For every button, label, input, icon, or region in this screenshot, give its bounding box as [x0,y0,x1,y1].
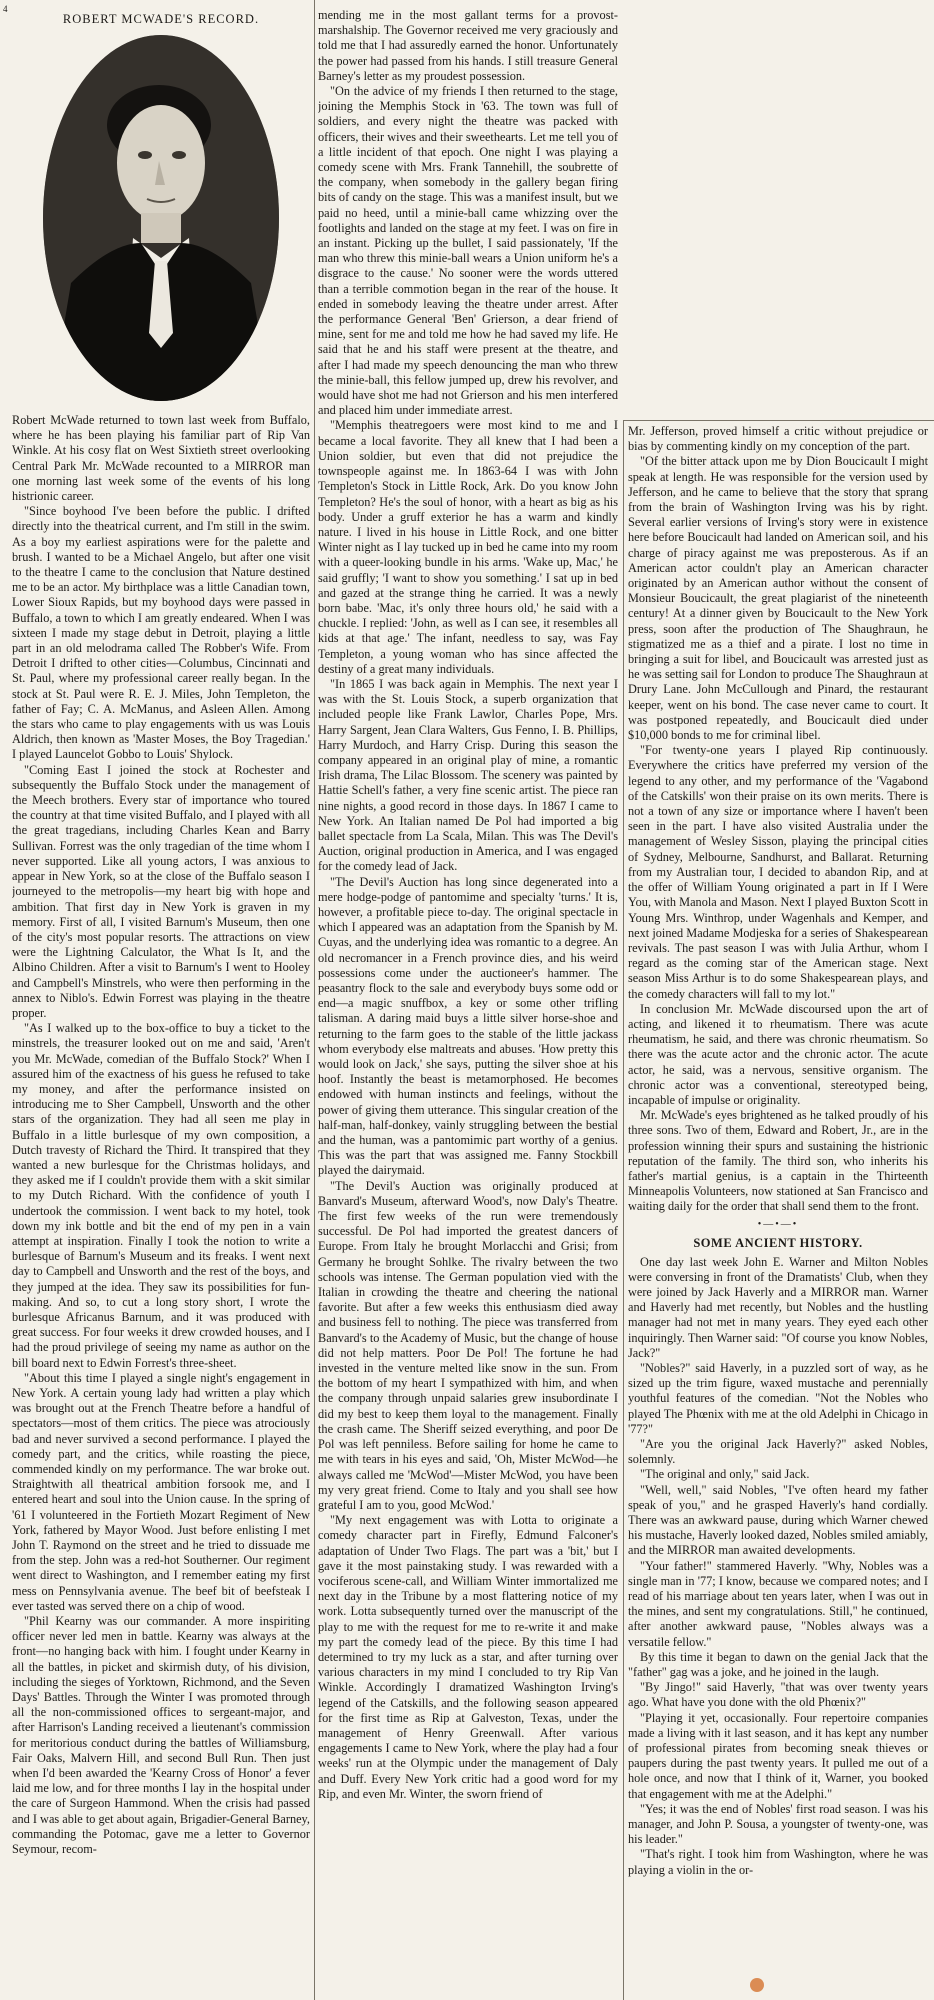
paragraph: "Yes; it was the end of Nobles' first road season. I was his manager, and John P. Sousa, a youngster of twenty-one, was his leader." [628,1801,928,1847]
paragraph: "About this time I played a single night's engagement in New York. A certain young lady had written a play which was brought out at the French Theatre before a handful of spectators—most of them critics. The piece was atrociously bad and never survived a second performance. I played the comedy part, and the critics, while roasting the piece, commended kindly on my performance. The war broke out. Straightwith all theatrical ambition forsook me, and I entered heart and soul into the Union cause. In the spring of '61 I volunteered in the Fortieth Mozart Regiment of New York, fathered by Mayor Wood. Just before enlisting I met John T. Raymond on the street and he tried to dissuade me from the step. John was a red-hot Southerner. Our regiment went direct to Washington, and I remember eating my first mess on Pennsylvania avenue. The beef bit of beefsteak I ever tasted was served there on a chip of wood. [12,1370,310,1613]
paragraph: "As I walked up to the box-office to buy a ticket to the minstrels, the treasurer looked out on me and said, 'Aren't you Mr. McWade, comedian of the Buffalo Stock?' When I assured him of the exactness of his guess he refused to take my money, and after the performance insisted on introducing me to Sher Campbell, Unsworth and the other stars of the organization. They had all seen me play in Buffalo in a little burlesque of my own composition, a Dutch travesty of Richard the Third. It transpired that they wanted a new burlesque for the Christmas holidays, and they asked me if I couldn't provide them with a skit similar to my Dutch Richard. With the confidence of youth I undertook the commission. I went back to my hotel, took down my ink bottle and bit the end of my pen in a vain attempt at inspiration. Finally I took the notion to write a burlesque of Barnum's Museum and its freaks. I went next day to Campbell and Unsworth and the rest of the boys, and they jumped at the idea. They saw its possibilities for fun-making. And so, to cut a long story short, I wrote the burlesque Africanus Barnum, and it was produced with great success. For four weeks it drew crowded houses, and I had the proud privilege of seeing my name as author on the bill board next to Edwin Forrest's three-sheet. [12,1021,310,1370]
section-divider: •—•—• [757,1218,799,1230]
paragraph: Mr. McWade's eyes brightened as he talked proudly of his three sons. Two of them, Edward and Robert, Jr., are in the profession winning their spurs and sustaining the histrionic reputation of the family. The third son, who inherits his father's martial genius, is a captain in the Thirteenth Minneapolis Volunteers, now stationed at San Francisco and waiting daily for the order that shall send them to the front. [628,1108,928,1214]
column-3 [628,424,928,1994]
column-1 [12,8,310,1998]
paragraph: "By Jingo!" said Haverly, "that was over twenty years ago. What have you done with the old Phœnix?" [628,1680,928,1710]
page-number: 4 [3,4,8,14]
paragraph: "For twenty-one years I played Rip continuously. Everywhere the critics have preferred my version of the legend to any other, and my performance of the 'Vagabond of the Catskills' won their praise on its own merits. There is not a town of any size or importance where I haven't been seen in the part. I have also visited Australia under the management of Wesley Sisson, playing the principal cities of Sydney, Melbourne, Sandhurst, and Ballarat. Returning from my Australian tour, I decided to abandon Rip, and at the offer of William Young originated a part in If I Were You, with Manola and Mason. Next I played Buxton Scott in Young Mrs. Winthrop, under Wagenhals and Kemper, and next joined Madame Modjeska for a series of Shakespearean revivals. The past season I was with Julia Arthur, whom I regard as the coming star of the American stage. Next season Miss Arthur is to do some Shakespearean plays, and the comedy characters will fall to my lot." [628,743,928,1001]
paragraph: "Playing it yet, occasionally. Four repertoire companies made a living with it last season, and it has kept any number of professional pirates from becoming sneak thieves or paupers during the past twenty years. It pulled me out of a hole once, and now that I think of it, Warner, you booked that engagement with me at the Adelphi." [628,1710,928,1801]
paragraph: "My next engagement was with Lotta to originate a comedy character part in Firefly, Edmund Falconer's adaptation of Under Two Flags. The part was a 'bit,' but I gave it the most painstaking study. I was rewarded with a vociferous scene-call, and William Winter immortalized me next day in the Tribune by a most flattering notice of my work. Lotta subsequently turned over the manuscript of the play to me with the request for me to re-write it and make my part the comedy lead of the piece. By this time I had determined to try my luck as a star, and after turning over various characters in my mind I concluded to try Rip Van Winkle. Accordingly I dramatized Washington Irving's legend of the Catskills, and the following season appeared for the first time as Rip at Galveston, Texas, under the management of Henry Greenwall. After various engagements I came to New York, where the play had a four weeks' run at the Olympic under the management of Daly and Duff. Every New York critic had a good word for my Rip, and even Mr. Winter, the sworn friend of [318,1513,618,1801]
paragraph: "The Devil's Auction was originally produced at Banvard's Museum, afterward Wood's, now Daly's Theatre. The first few weeks of the run were tremendously successful. De Pol had imported the greatest dancers of Europe. From Italy he brought Morlacchi and Grisi; from Germany he brought Sohlke. The rivalry between the two schools was intense. The German population vied with the Italian in crowding the theatre and cheering the national favorite. But after a few weeks this enthusiasm died away and business fell to nothing. The piece was transferred from Banvard's to the Academy of Music, but the change of house did not help matters. Poor De Pol! The fortune he had invested in the venture melted like snow in the sun. From the bottom of my heart I sympathized with him, and when the company through unpaid salaries grew insubordinate I did my best to keep them loyal to the management. Finally the crash came. The Sheriff seized everything, and poor De Pol was left penniless. Before sailing for home he came to me with tears in his eyes and said, 'Oh, Mister McWod—he always called me 'McWod'—Mister McWod, you have been my very great friend. Come to Italy and you shall see how grateful I am to you, good McWod.' [318,1178,618,1512]
paragraph: "The Devil's Auction has long since degenerated into a mere hodge-podge of pantomime and specialty 'turns.' It is, however, a profitable piece to-day. The original spectacle in which I appeared was an adaptation from the Spanish by M. Cuyas, and the underlying idea was romantic to a degree. An old necromancer in a French province dies, and his weird possessions come under the auctioneer's hammer. The peasantry flock to the sale and everybody buys some odd or end—a magic snuffbox, a key or some other trifling talisman. A daring maid buys a little silver horse-shoe and returning to the farm goes to the stable of the little jackass whom everybody else maltreats and abuses. 'How pretty this would look on Jack,' she says, putting the silver shoe at his hoof. Instantly the beast is metamorphosed. He becomes endowed with human instincts and feelings, without the power of giving them utterance. This singular creation of the half-man, half-donkey, vainly struggling between the bestial and the human, was a pantomimic part worthy of a genius. This was the part that was assigned me. Fanny Stockbill played the dairymaid. [318,874,618,1178]
paragraph: "Nobles?" said Haverly, in a puzzled sort of way, as he sized up the trim figure, waxed mustache and perennially youthful features of the comedian. "Not the Nobles who played The Phœnix with me at the old Adelphi in Chicago in '77?" [628,1360,928,1436]
paragraph: "The original and only," said Jack. [640,1467,810,1482]
article-headline-2: SOME ANCIENT HISTORY. [693,1235,863,1250]
column-rule [623,420,624,2000]
paragraph: "In 1865 I was back again in Memphis. The next year I was with the St. Louis Stock, a superb organization that included people like Frank Lawlor, Charles Pope, Mrs. Harry Sargent, Jean Clara Walters, Gus Fenno, I. B. Phillips, Harry Murdoch, and Harry Crisp. During this season the company appeared in an original play of mine, a romantic Irish drama, The Lilac Blossom. The scenery was painted by Hattie Schell's father, a very fine scenic artist. The piece ran nine nights, a good record in those days. In 1867 I came to New York. An Italian named De Pol had imported a big ballet spectacle from La Scala, Milan. This was The Devil's Auction, original production in America, and I was engaged for the comedy lead of Jack. [318,676,618,874]
library-stamp-mark [750,1978,764,1992]
paragraph: "Your father!" stammered Haverly. "Why, Nobles was a single man in '77; I know, because we compared notes; and I read of his marriage about ten years later, when I was out in the mines, and sent my congratulations. Still," he continued, after another awkward pause, "Nobles always was a versatile fellow." [628,1558,928,1649]
paragraph: "Coming East I joined the stock at Rochester and subsequently the Buffalo Stock under the management of the Meech brothers. Every star of importance who toured the country at that time visited Buffalo, and I played with all the great tragedians, including Charles Kean and Barry Sullivan. Forrest was the only tragedian of the time whom I never supported. Like all young actors, I was anxious to appear in New York, so at the close of the Buffalo season I journeyed to the metropolis—my heart big with hope and ambition. That first day in New York is graven in my memory. First of all, I visited Barnum's Museum, then one of the city's most popular resorts. The attractions on view were the Lightning Calculator, the What Is It, and the Albino Children. After a visit to Barnum's I went to Hooley and Campbell's Minstrels, who were then performing in the annex to Niblo's. Edwin Forrest was playing in the theatre proper. [12,762,310,1020]
paragraph: One day last week John E. Warner and Milton Nobles were conversing in front of the Dramatists' Club, when they were joined by Jack Haverly and a MIRROR man. Warner and Haverly had met recently, but Nobles and the hustling manager had not met in many years. They eyed each other inquiringly. Then Warner said: "Of course you know Nobles, Jack?" [628,1254,928,1360]
paragraph: Mr. Jefferson, proved himself a critic without prejudice or bias by commenting kindly on my conception of the part. [628,424,928,454]
column-2 [318,8,618,1998]
article-headline: ROBERT MCWADE'S RECORD. [62,12,260,26]
paragraph: By this time it began to dawn on the genial Jack that the "father" gag was a joke, and he joined in the laugh. [628,1649,928,1680]
paragraph: "Well, well," said Nobles, "I've often heard my father speak of you," and he grasped Haverly's hand cordially. There was an awkward pause, during which Warner chewed his mustache, Haverly looked dazed, Nobles smiled amiably, and the MIRROR man awaited developments. [628,1482,928,1558]
article-body-col1 [12,413,310,1857]
paragraph: "Phil Kearny was our commander. A more inspiriting officer never led men in battle. Kearny was always at the front—no hanging back with him. I fought under Kearny in all the battles, in picket and skirmish duty, of his division, including the sieges of Yorktown, Richmond, and the Seven Days' Battles. Through the Winter I was promoted through all the non-commissioned offices to sergeant-major, and after Harrison's Landing received a lieutenant's commission for meritorious conduct during the battles of Williamsburg, Fair Oaks, Malvern Hill, and second Bull Run. Then just when I'd been awarded the 'Kearny Cross of Honor' a fever laid me low, and for three months I lay in the hospital under the care of Surgeon Hammond. When the crisis had passed and I was able to get about again, Brigadier-General Barney, commanding the Potomac, gave me a letter to Governor Seymour, recom- [12,1614,310,1857]
paragraph: mending me in the most gallant terms for a provost-marshalship. The Governor received me very graciously and told me that I had assuredly earned the honor. Unfortunately the power had passed from his hands. I still treasure General Barney's letter as my proudest possession. [318,8,618,83]
paragraph: "Memphis theatregoers were most kind to me and I became a local favorite. They all knew that I had been a Union soldier, but even that did not prejudice the townspeople against me. In 1863-64 I was with John Templeton's Stock in Little Rock, Ark. Do you know John Templeton? He's the soul of honor, with a heart as big as his body. Under a gruff exterior he has a warm and kindly nature. I lived in his house in Little Rock, and one bitter Winter night as I lay tucked up in bed he came into my room with a queer-looking bundle in his arms. 'Wake up, Mac,' he said gruffly; 'I want to show you something.' I sat up in bed and gazed at the strange thing he carried. It was a newly born babe. 'Mac, it's only three hours old,' he said with a chuckle. I replied: 'John, as well as I can see, it resembles all kids at that age.' The infant, needless to say, was Fay Templeton, a young woman who has since affected the destiny of a great many individuals. [318,418,618,676]
column-top-rule [623,420,934,421]
paragraph: "Are you the original Jack Haverly?" asked Nobles, solemnly. [628,1437,928,1467]
paragraph: "On the advice of my friends I then returned to the stage, joining the Memphis Stock in '63. The town was full of soldiers, and every night the theatre was packed with officers, their wives and their sweethearts. Let me tell you of a little incident of that epoch. One night I was playing a comedy scene with Mrs. Frank Tannehill, the soubrette of the company, when somebody in the gallery began firing bits of candy on the stage. This was a manifest insult, but we paid no heed, until a minie-ball came whizzing over the footlights and landed on the stage at my feet. I was on fire in an instant. Picking up the bullet, I said passionately, 'If the man who threw this minie-ball wears a Union uniform he's a disgrace to the cause.' No sooner were the words uttered than a terrible commotion began in the rear of the house. It ended in somebody leaving the theatre under arrest. After the performance General 'Ben' Grierson, a dear friend of mine, sent for me and told me how he had saved my life. He said that he and his staff were present at the theatre, and after I had made my speech denouncing the man who threw the minie-ball, this fellow jumped up, drew his revolver, and would have shot me had not Grierson and his men interfered and placed him under immediate arrest. [318,84,618,418]
paragraph: Robert McWade returned to town last week from Buffalo, where he has been playing his familiar part of Rip Van Winkle. At his cosy flat on West Sixtieth street overlooking Central Park Mr. McWade recounted to a MIRROR man one morning last week some of the events of his long histrionic career. [12,413,310,504]
paragraph: "That's right. I took him from Washington, where he was playing a violin in the or- [628,1847,928,1877]
paragraph: "Since boyhood I've been before the public. I drifted directly into the theatrical current, and I'm still in the swim. As a boy my earliest aspirations were for the palette and brush. I wanted to be a Michael Angelo, but after one visit to the theatre I came to the conclusion that Nature destined me to be an actor. My birthplace was a little Canadian town, Lower Sioux Rapids, but my boyhood days were passed in Buffalo, a town to which I am greatly endeared. When I was sixteen I made my stage debut in Detroit, playing a little part in an old melodrama called The Robber's Wife. From Detroit I drifted to other cities—Columbus, Cincinnati and St. Paul, where my professional career really began. In the stock at St. Paul were R. E. J. Miles, John Templeton, the father of Fay; C. A. McManus, and Asleen Allen. Among the stars who came to play engagements with us was Louis Aldrich, then known as 'Master Moses, the Boy Tragedian.' I played Launcelot Gobbo to Louis' Shylock. [12,504,310,762]
column-rule [314,0,315,2000]
paragraph: In conclusion Mr. McWade discoursed upon the art of acting, and likened it to rheumatism. There was acute rheumatism, he said, and there was chronic rheumatism. So there was the acute actor and the chronic actor. The acute actor, he said, was a nervous, sensitive organism. The chronic actor was a conventional, stereotyped being, incapable of impulse or originality. [628,1001,928,1107]
portrait-image [41,33,281,403]
paragraph: "Of the bitter attack upon me by Dion Boucicault I might speak at length. He was responsible for the version used by Jefferson, and he came to believe that the story that sprang from the brain of Washington Irving was his by right. Several earlier versions of Irving's story were in existence here before Boucicault had landed on American soil, and his charge of piracy against me was preposterous. As if an American actor couldn't play an American character originated by an American author without the consent of Monsieur Boucicault, the great plagiarist of the nineteenth century! At a dinner given by Boucicault to the New York press, soon after the production of The Shaughraun, he stigmatized me as a thief and a pirate. I lost no time in bringing a suit for libel, and Boucicault was arrested just as he was setting sail for London to produce The Shaughraun at Drury Lane. John McCullough and Pinard, the restaurant keeper, went on his bond. The case never came to court. It was postponed repeatedly, and Boucicault died under $10,000 bonds to me for criminal libel. [628,454,928,743]
